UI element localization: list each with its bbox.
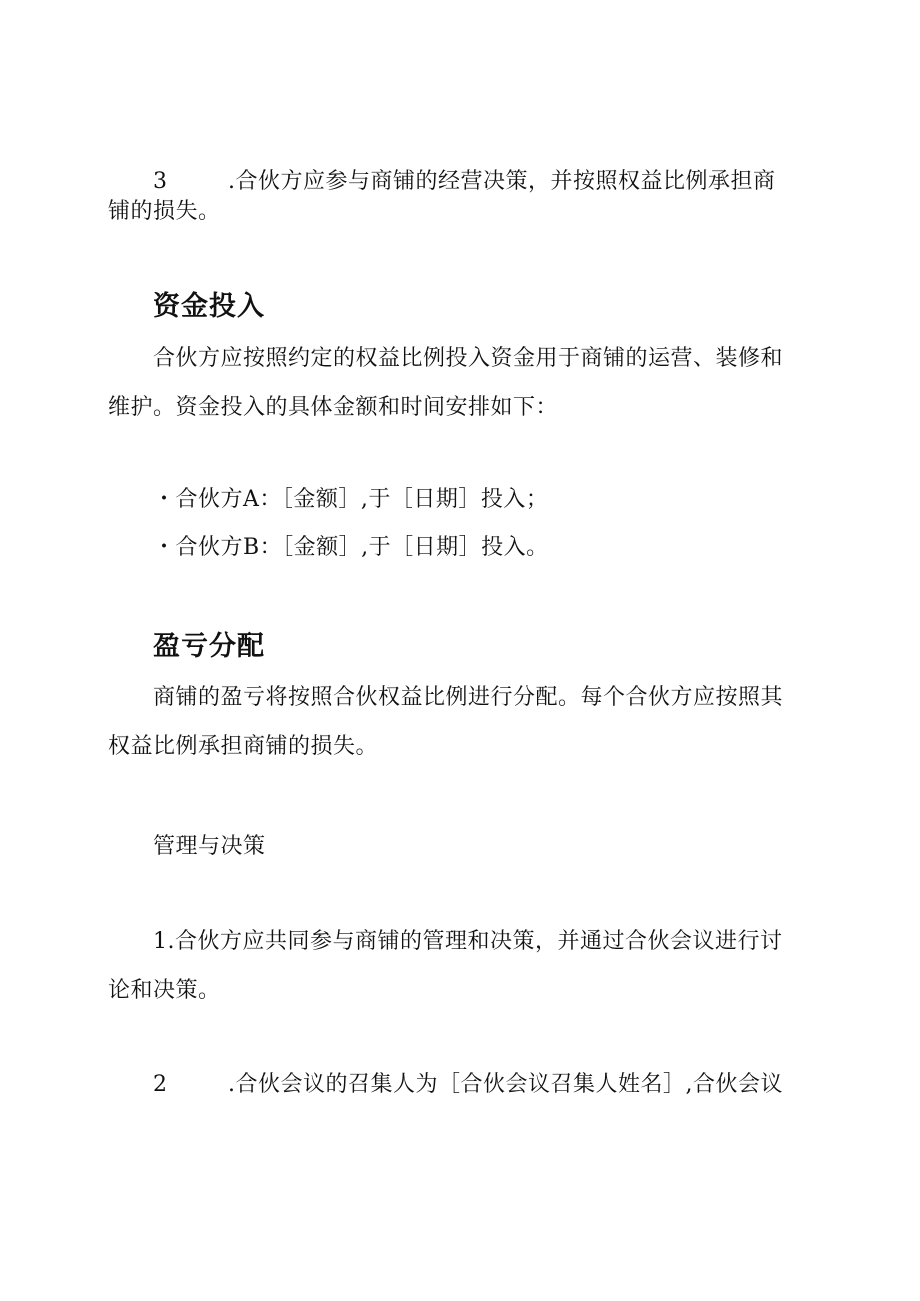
item-3-line-2: 铺的损失。 xyxy=(108,199,221,224)
section-heading-management: 管理与决策 xyxy=(153,834,266,859)
profit-paragraph-line-2: 权益比例承担商铺的损失。 xyxy=(108,734,379,759)
management-item-1-line-1: 1.合伙方应共同参与商铺的管理和决策，并通过合伙会议进行讨 xyxy=(153,929,783,954)
section-heading-capital: 资金投入 xyxy=(153,291,265,322)
profit-paragraph-line-1: 商铺的盈亏将按照合伙权益比例进行分配。每个合伙方应按照其 xyxy=(153,685,784,710)
item-3-text: .合伙方应参与商铺的经营决策，并按照权益比例承担商 xyxy=(228,169,776,194)
management-item-1-line-2: 论和决策。 xyxy=(108,978,221,1003)
section-heading-profit: 盈亏分配 xyxy=(153,631,265,662)
capital-bullet-b: ・合伙方B：［金额］,于［日期］投入。 xyxy=(153,535,549,560)
item-3-line-1 xyxy=(153,167,776,197)
capital-bullet-a: ・合伙方A：［金额］,于［日期］投入； xyxy=(153,487,549,512)
capital-paragraph-line-2: 维护。资金投入的具体金额和时间安排如下： xyxy=(108,395,559,420)
management-item-2-line-1 xyxy=(153,1070,783,1100)
item-3-number: 3 xyxy=(153,169,168,194)
management-item-2-text: .合伙会议的召集人为［合伙会议召集人姓名］,合伙会议 xyxy=(228,1072,783,1097)
capital-paragraph-line-1: 合伙方应按照约定的权益比例投入资金用于商铺的运营、装修和 xyxy=(153,346,784,371)
management-item-2-number: 2 xyxy=(153,1072,168,1097)
